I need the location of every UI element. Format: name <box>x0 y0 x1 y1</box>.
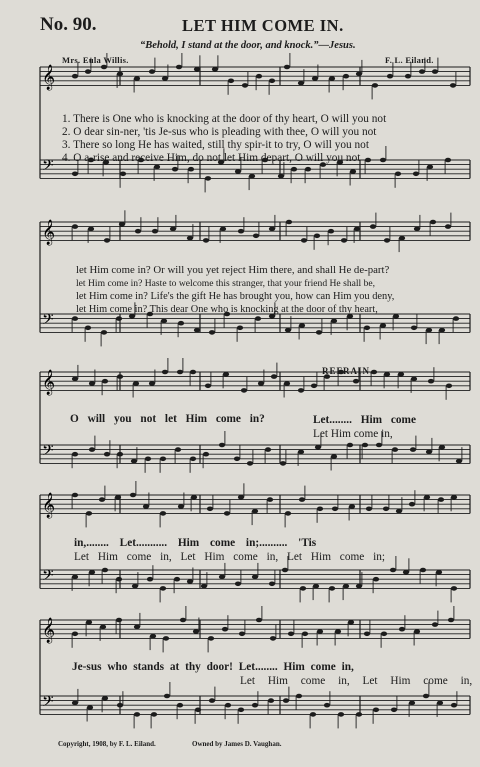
notehead <box>315 445 321 450</box>
notehead <box>300 586 306 591</box>
notehead <box>370 224 376 229</box>
notehead <box>373 708 379 713</box>
notehead <box>209 698 215 703</box>
notehead <box>89 447 95 452</box>
notehead <box>187 579 193 584</box>
notehead <box>205 384 211 389</box>
notehead <box>427 165 433 170</box>
notehead <box>86 511 92 516</box>
notehead <box>187 236 193 241</box>
notehead <box>284 381 290 386</box>
notehead <box>338 712 344 717</box>
notehead <box>174 577 180 582</box>
notehead <box>298 450 304 455</box>
refrain-label: REFRAIN. <box>322 366 374 376</box>
notehead <box>317 507 323 512</box>
notehead <box>298 81 304 86</box>
notehead <box>130 493 136 498</box>
notehead <box>154 165 160 170</box>
notehead <box>384 238 390 243</box>
notehead <box>347 443 353 448</box>
system3-lyric: O will you not let Him come in? <box>70 413 265 425</box>
notehead <box>223 372 229 377</box>
notehead <box>269 79 275 84</box>
notehead <box>102 696 108 701</box>
notehead <box>329 76 335 81</box>
notehead <box>324 703 330 708</box>
notehead <box>312 76 318 81</box>
system3-soprano-lyric: Let........ Him come <box>313 414 416 426</box>
notehead <box>117 374 123 379</box>
notehead <box>193 629 199 634</box>
notehead <box>72 74 78 79</box>
notehead <box>299 497 305 502</box>
notehead <box>205 176 211 181</box>
notehead <box>396 509 402 514</box>
notehead <box>299 323 305 328</box>
notehead <box>178 321 184 326</box>
notehead <box>237 326 243 331</box>
notehead <box>445 158 451 163</box>
notehead <box>366 507 372 512</box>
notehead <box>398 372 404 377</box>
notehead <box>191 495 197 500</box>
notehead <box>356 712 362 717</box>
notehead <box>391 708 397 713</box>
composer-credit: F. L. Eiland. <box>385 55 434 65</box>
notehead <box>258 381 264 386</box>
notehead <box>85 326 91 331</box>
notehead <box>147 577 153 582</box>
verse-1-line-b: let Him come in? Or will you yet reject Him there, and shall He de-part? <box>76 264 390 276</box>
notehead <box>241 388 247 393</box>
system4-soprano-lyric: in,........ Let........... Him come in;.......... 'Tis <box>74 537 317 549</box>
notehead <box>305 167 311 172</box>
verse-3-line-a: 3. There so long He has waited, still thy spir-it to try, O will you not <box>62 139 369 151</box>
notehead <box>380 323 386 328</box>
notehead <box>102 379 108 384</box>
notehead <box>362 443 368 448</box>
notehead <box>316 330 322 335</box>
notehead <box>373 577 379 582</box>
notehead <box>451 495 457 500</box>
notehead <box>286 220 292 225</box>
notehead <box>131 459 137 464</box>
notehead <box>134 712 140 717</box>
notehead <box>390 568 396 573</box>
notehead <box>393 314 399 319</box>
notehead <box>268 698 274 703</box>
notehead <box>89 381 95 386</box>
notehead <box>72 452 78 457</box>
notehead <box>177 370 183 375</box>
notehead <box>265 447 271 452</box>
notehead <box>212 67 218 72</box>
notehead <box>451 703 457 708</box>
notehead <box>285 328 291 333</box>
notehead <box>332 507 338 512</box>
notehead <box>102 568 108 573</box>
notehead <box>117 452 123 457</box>
notehead <box>162 370 168 375</box>
notehead <box>356 584 362 589</box>
notehead <box>194 328 200 333</box>
verse-4-line-b: let Him come in? This dear One who is knocking at the door of thy heart, <box>76 304 378 315</box>
notehead <box>456 459 462 464</box>
notehead <box>145 457 151 462</box>
notehead <box>372 83 378 88</box>
notehead <box>180 618 186 623</box>
notehead <box>376 443 382 448</box>
notehead <box>201 584 207 589</box>
notehead <box>249 174 255 179</box>
notehead <box>432 622 438 627</box>
notehead <box>409 701 415 706</box>
notehead <box>242 83 248 88</box>
notehead <box>341 238 347 243</box>
notehead <box>365 158 371 163</box>
notehead <box>152 229 158 234</box>
notehead <box>88 227 94 232</box>
verse-4-line-a: 4. O a-rise and receive Him, do not let Him depart, O will you not <box>62 152 361 164</box>
notehead <box>409 502 415 507</box>
notehead <box>317 629 323 634</box>
notehead <box>104 452 110 457</box>
notehead <box>99 497 105 502</box>
notehead <box>311 384 317 389</box>
notehead <box>252 703 258 708</box>
notehead <box>314 234 320 239</box>
notehead <box>220 227 226 232</box>
notehead <box>85 69 91 74</box>
notehead <box>247 461 253 466</box>
notehead <box>269 227 275 232</box>
notehead <box>203 238 209 243</box>
notehead <box>195 708 201 713</box>
notehead <box>116 618 122 623</box>
notehead <box>329 586 335 591</box>
notehead <box>115 495 121 500</box>
notehead <box>252 575 258 580</box>
notehead <box>267 497 273 502</box>
notehead <box>89 570 95 575</box>
notehead <box>72 493 78 498</box>
notehead <box>423 694 429 699</box>
notehead <box>238 229 244 234</box>
notehead <box>252 509 258 514</box>
notehead <box>134 625 140 630</box>
system5-bass-lyric: Let Him come in, Let Him come in, <box>240 675 473 687</box>
notehead <box>380 158 386 163</box>
notehead <box>87 705 93 710</box>
notehead <box>399 627 405 632</box>
notehead <box>235 169 241 174</box>
notehead <box>343 74 349 79</box>
notehead <box>411 377 417 382</box>
notehead <box>364 632 370 637</box>
notehead <box>387 74 393 79</box>
notehead <box>72 632 78 637</box>
notehead <box>291 167 297 172</box>
notehead <box>188 167 194 172</box>
notehead <box>253 234 259 239</box>
treble-clef-icon: 𝄞 <box>42 370 56 395</box>
owner-notice: Owned by James D. Vaughan. <box>192 740 282 748</box>
notehead <box>175 447 181 452</box>
hymn-title: LET HIM COME IN. <box>182 16 344 35</box>
notehead <box>384 372 390 377</box>
notehead <box>256 74 262 79</box>
notehead <box>285 511 291 516</box>
notehead <box>209 330 215 335</box>
notehead <box>426 328 432 333</box>
notehead <box>343 584 349 589</box>
notehead <box>450 83 456 88</box>
lyricist-credit: Mrs. Eula Willis. <box>62 55 129 65</box>
notehead <box>117 72 123 77</box>
notehead <box>328 229 334 234</box>
notehead <box>117 703 123 708</box>
notehead <box>310 712 316 717</box>
notehead <box>178 504 184 509</box>
bass-clef-icon: 𝄢 <box>42 157 54 178</box>
notehead <box>395 172 401 177</box>
notehead <box>207 507 213 512</box>
notehead <box>439 445 445 450</box>
notehead <box>301 238 307 243</box>
notehead <box>134 76 140 81</box>
verse-1-line-a: 1. There is One who is knocking at the door of thy heart, O will you not <box>62 113 387 125</box>
treble-clef-icon: 𝄞 <box>42 220 56 245</box>
notehead <box>161 319 167 324</box>
notehead <box>349 504 355 509</box>
notehead <box>278 174 284 179</box>
notehead <box>403 570 409 575</box>
notehead <box>298 388 304 393</box>
notehead <box>151 712 157 717</box>
notehead <box>72 377 78 382</box>
notehead <box>72 224 78 229</box>
notehead <box>132 584 138 589</box>
notehead <box>414 629 420 634</box>
bass-clef-icon: 𝄢 <box>42 442 54 463</box>
notehead <box>176 65 182 70</box>
notehead <box>392 447 398 452</box>
notehead <box>235 582 241 587</box>
notehead <box>428 379 434 384</box>
verse-3-line-b: let Him come in? Life's the gift He has brought you, how can Him you deny, <box>76 291 395 302</box>
notehead <box>104 238 110 243</box>
verse-2-line-b: let Him come in? Haste to welcome this stranger, that your friend He shall be, <box>76 278 376 289</box>
notehead <box>356 72 362 77</box>
notehead <box>149 69 155 74</box>
notehead <box>256 618 262 623</box>
notehead <box>282 568 288 573</box>
notehead <box>101 65 107 70</box>
notehead <box>135 229 141 234</box>
notehead <box>296 694 302 699</box>
notehead <box>160 457 166 462</box>
notehead <box>430 220 436 225</box>
notehead <box>436 570 442 575</box>
notehead <box>255 316 261 321</box>
notehead <box>438 497 444 502</box>
notehead <box>208 636 214 641</box>
notehead <box>453 316 459 321</box>
notehead <box>410 447 416 452</box>
notehead <box>426 450 432 455</box>
notehead <box>72 575 78 580</box>
hymn-number: No. 90. <box>40 14 97 35</box>
notehead <box>405 74 411 79</box>
notehead <box>234 457 240 462</box>
notehead <box>72 316 78 321</box>
bass-clef-icon: 𝄢 <box>42 693 54 714</box>
notehead <box>119 222 125 227</box>
notehead <box>143 504 149 509</box>
notehead <box>284 65 290 70</box>
notehead <box>335 629 341 634</box>
notehead <box>219 443 225 448</box>
notehead <box>302 632 308 637</box>
notehead <box>288 632 294 637</box>
notehead <box>420 568 426 573</box>
notehead <box>149 381 155 386</box>
notehead <box>170 227 176 232</box>
notehead <box>353 379 359 384</box>
notehead <box>162 76 168 81</box>
notehead <box>271 374 277 379</box>
notehead <box>448 618 454 623</box>
notehead <box>313 584 319 589</box>
notehead <box>222 627 228 632</box>
notehead <box>354 227 360 232</box>
notehead <box>381 632 387 637</box>
notehead <box>224 511 230 516</box>
notehead <box>451 586 457 591</box>
notehead <box>414 227 420 232</box>
notehead <box>190 370 196 375</box>
notehead <box>280 461 286 466</box>
notehead <box>239 632 245 637</box>
notehead <box>160 511 166 516</box>
notehead <box>238 708 244 713</box>
notehead <box>160 586 166 591</box>
notehead <box>270 636 276 641</box>
notehead <box>100 625 106 630</box>
notehead <box>133 381 139 386</box>
notehead <box>228 79 234 84</box>
notehead <box>190 457 196 462</box>
notehead <box>86 620 92 625</box>
notehead <box>225 703 231 708</box>
copyright-notice: Copyright, 1908, by F. L. Eiland. <box>58 740 156 748</box>
notehead <box>411 326 417 331</box>
notehead <box>399 236 405 241</box>
notehead <box>269 582 275 587</box>
notehead <box>150 634 156 639</box>
notehead <box>172 167 178 172</box>
notehead <box>238 495 244 500</box>
notehead <box>419 69 425 74</box>
notehead <box>445 224 451 229</box>
treble-clef-icon: 𝄞 <box>42 493 56 518</box>
notehead <box>164 694 170 699</box>
notehead <box>432 69 438 74</box>
notehead <box>331 319 337 324</box>
notehead <box>120 172 126 177</box>
notehead <box>439 328 445 333</box>
epigraph: “Behold, I stand at the door, and knock.”—Jesus. <box>140 40 356 51</box>
verse-2-line-a: 2. O dear sin-ner, 'tis Je-sus who is pleading with thee, O will you not <box>62 126 377 138</box>
bass-clef-icon: 𝄢 <box>42 311 54 332</box>
treble-clef-icon: 𝄞 <box>42 65 56 90</box>
system4-bass-lyric: Let Him come in, Let Him come in, Let Him come in; <box>74 551 386 563</box>
notehead <box>203 452 209 457</box>
system3-bass-lyric: Let Him come in, <box>313 428 393 440</box>
notehead <box>72 701 78 706</box>
notehead <box>163 636 169 641</box>
notehead <box>331 454 337 459</box>
notehead <box>194 67 200 72</box>
notehead <box>350 169 356 174</box>
treble-clef-icon: 𝄞 <box>42 618 56 643</box>
notehead <box>116 316 122 321</box>
bass-clef-icon: 𝄢 <box>42 567 54 588</box>
notehead <box>383 507 389 512</box>
notehead <box>116 577 122 582</box>
notehead <box>283 698 289 703</box>
notehead <box>437 701 443 706</box>
notehead <box>424 495 430 500</box>
notehead <box>446 384 452 389</box>
notehead <box>348 620 354 625</box>
notehead <box>177 703 183 708</box>
system5-soprano-lyric: Je-sus who stands at thy door! Let........ Him come in, <box>72 661 354 673</box>
notehead <box>72 172 78 177</box>
notehead <box>219 575 225 580</box>
notehead <box>413 172 419 177</box>
notehead <box>364 326 370 331</box>
notehead <box>101 330 107 335</box>
